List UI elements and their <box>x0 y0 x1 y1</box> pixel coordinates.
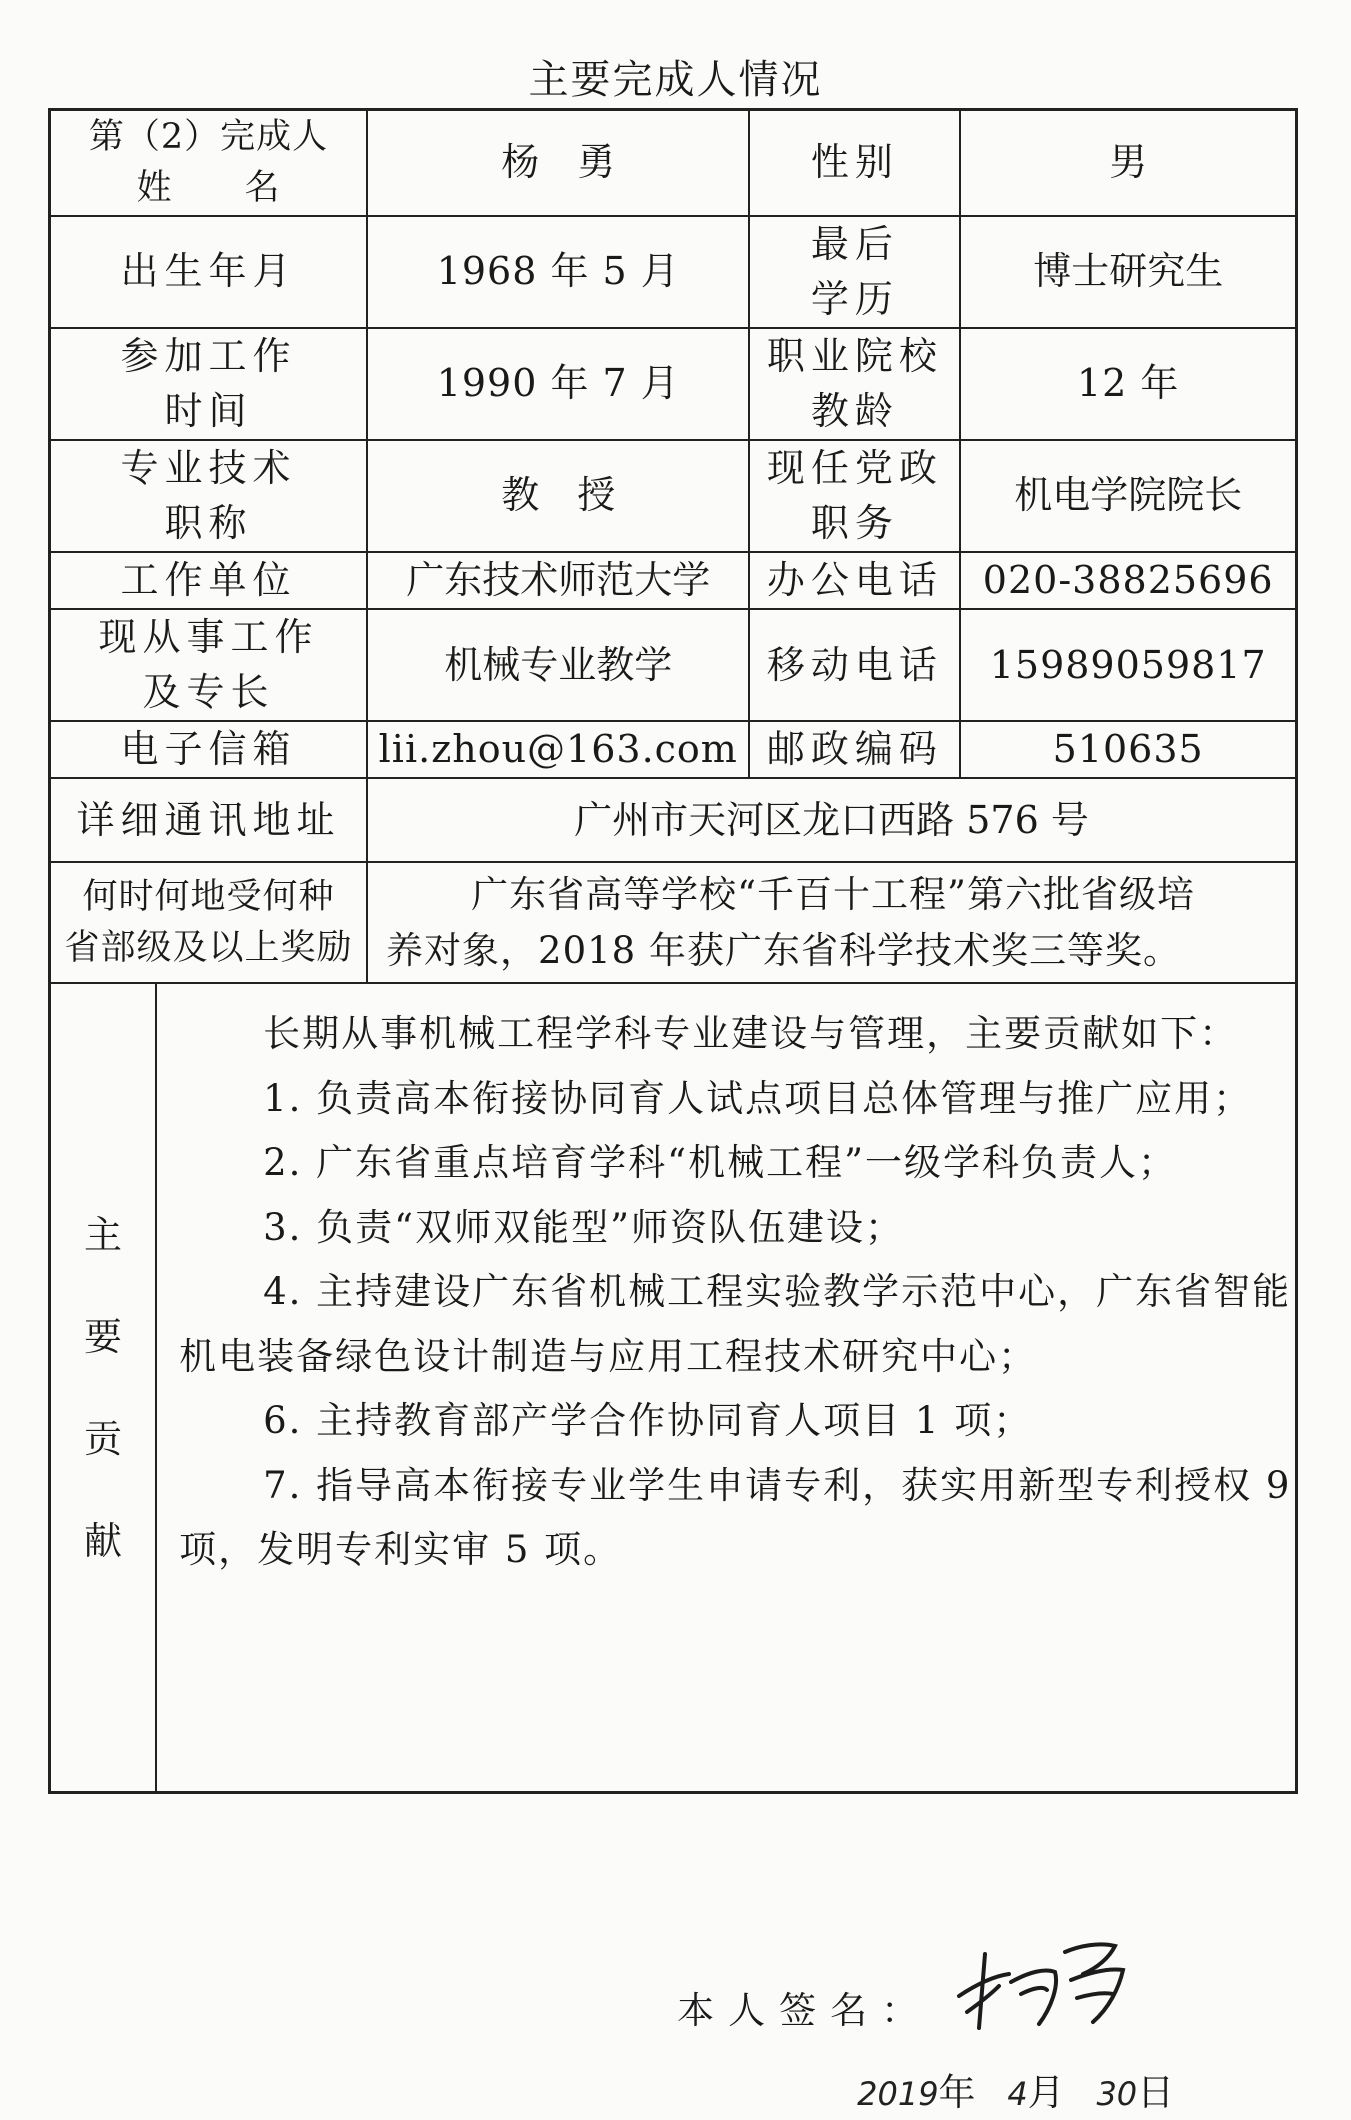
row-work-start <box>50 328 1297 440</box>
teaching-years-label <box>749 328 960 440</box>
post-label <box>749 440 960 552</box>
office-phone-label: 办公电话 <box>749 552 960 609</box>
completer-info-table <box>48 108 1298 2115</box>
contribution-content <box>156 983 1296 2115</box>
awards-line2: 养对象，2018 年获广东省科学技术奖三等奖。 <box>386 928 1181 972</box>
document-title: 主要完成人情况 <box>528 57 823 103</box>
name-label <box>50 110 368 216</box>
professional-title-label-line2: 职称 <box>164 500 253 545</box>
awards-line1: 广东省高等学校“千百十工程”第六批省级培 <box>471 873 1195 917</box>
address-value: 广州市天河区龙口西路 576 号 <box>367 778 1296 862</box>
post-value: 机电学院院长 <box>960 440 1296 552</box>
gender-label: 性别 <box>749 110 960 216</box>
mobile-phone-label: 移动电话 <box>749 609 960 721</box>
current-job-value: 机械专业教学 <box>367 609 749 721</box>
birth-value: 1968 年 5 月 <box>367 216 749 328</box>
professional-title-value: 教 授 <box>367 440 749 552</box>
row-birth <box>50 216 1297 328</box>
row-awards <box>50 862 1297 983</box>
work-unit-value: 广东技术师范大学 <box>367 552 749 609</box>
contribution-label-char: 主 <box>84 1212 123 1257</box>
education-label <box>749 216 960 328</box>
date-month: 4 <box>1007 2075 1028 2114</box>
contribution-line: 3. 负责“双师双能型”师资队伍建设； <box>263 1205 905 1249</box>
date-day-unit: 日 <box>1137 2071 1175 2115</box>
contribution-line: 项，发明专利实审 5 项。 <box>179 1528 623 1572</box>
current-job-label-line2: 及专长 <box>142 670 275 715</box>
row-name <box>50 110 1297 216</box>
teaching-years-label-line1: 职业院校 <box>766 333 943 378</box>
work-start-label <box>50 328 368 440</box>
date-month-unit: 月 <box>1027 2071 1065 2115</box>
contribution-line: 1. 负责高本衔接协同育人试点项目总体管理与推广应用； <box>263 1076 1253 1120</box>
work-start-value: 1990 年 7 月 <box>367 328 749 440</box>
current-job-label <box>50 609 368 721</box>
awards-label-line1: 何时何地受何种 <box>82 877 335 918</box>
row-unit <box>50 552 1297 609</box>
awards-label-line2: 省部级及以上奖励 <box>64 927 353 968</box>
contribution-line: 2. 广东省重点培育学科“机械工程”一级学科负责人； <box>263 1141 1178 1185</box>
name-label-line1: 第（2）完成人 <box>88 117 329 157</box>
date-year: 2019 <box>857 2075 939 2114</box>
row-job <box>50 609 1297 721</box>
education-value: 博士研究生 <box>960 216 1296 328</box>
contribution-label <box>50 983 157 1792</box>
email-value: lii.zhou@163.com <box>367 721 749 778</box>
contribution-line: 4. 主持建设广东省机械工程实验教学示范中心，广东省智能 <box>263 1270 1292 1314</box>
work-start-label-line1: 参加工作 <box>120 333 297 378</box>
awards-label <box>50 862 368 983</box>
row-email <box>50 721 1297 778</box>
gender-value: 男 <box>960 110 1296 216</box>
office-phone-value: 020-38825696 <box>960 552 1296 609</box>
teaching-years-label-line2: 教龄 <box>810 388 899 433</box>
date-day: 30 <box>1096 2075 1138 2114</box>
teaching-years-value: 12 年 <box>960 328 1296 440</box>
awards-value <box>367 862 1296 983</box>
handwritten-signature <box>947 1924 1137 2034</box>
education-label-line1: 最后 <box>810 221 899 266</box>
contribution-line: 长期从事机械工程学科专业建设与管理，主要贡献如下： <box>263 1012 1239 1056</box>
mobile-phone-value: 15989059817 <box>960 609 1296 721</box>
contribution-label-char: 献 <box>84 1518 123 1563</box>
work-unit-label: 工作单位 <box>50 552 368 609</box>
work-start-label-line2: 时间 <box>164 388 253 433</box>
contribution-label-char: 要 <box>84 1314 123 1359</box>
zip-code-label: 邮政编码 <box>749 721 960 778</box>
sign-date <box>857 2066 1174 2120</box>
education-label-line2: 学历 <box>810 276 899 321</box>
signature-label: 本人签名： <box>677 1989 933 2033</box>
row-contribution <box>50 983 1297 1792</box>
row-address <box>50 778 1297 862</box>
zip-code-value: 510635 <box>960 721 1296 778</box>
name-label-line2: 姓 名 <box>136 167 281 208</box>
address-label: 详细通讯地址 <box>50 778 368 862</box>
contribution-line: 7. 指导高本衔接专业学生申请专利，获实用新型专利授权 9 <box>263 1463 1292 1507</box>
current-job-label-line1: 现从事工作 <box>98 615 319 660</box>
professional-title-label <box>50 440 368 552</box>
email-label: 电子信箱 <box>50 721 368 778</box>
contribution-line: 机电装备绿色设计制造与应用工程技术研究中心； <box>179 1334 1038 1378</box>
contribution-line: 6. 主持教育部产学合作协同育人项目 1 项； <box>263 1399 1033 1443</box>
date-year-unit: 年 <box>938 2071 976 2115</box>
professional-title-label-line1: 专业技术 <box>120 445 297 490</box>
contribution-label-char: 贡 <box>84 1416 123 1461</box>
post-label-line2: 职务 <box>810 500 899 545</box>
post-label-line1: 现任党政 <box>766 445 943 490</box>
row-title <box>50 440 1297 552</box>
name-value: 杨 勇 <box>367 110 749 216</box>
birth-label: 出生年月 <box>50 216 368 328</box>
